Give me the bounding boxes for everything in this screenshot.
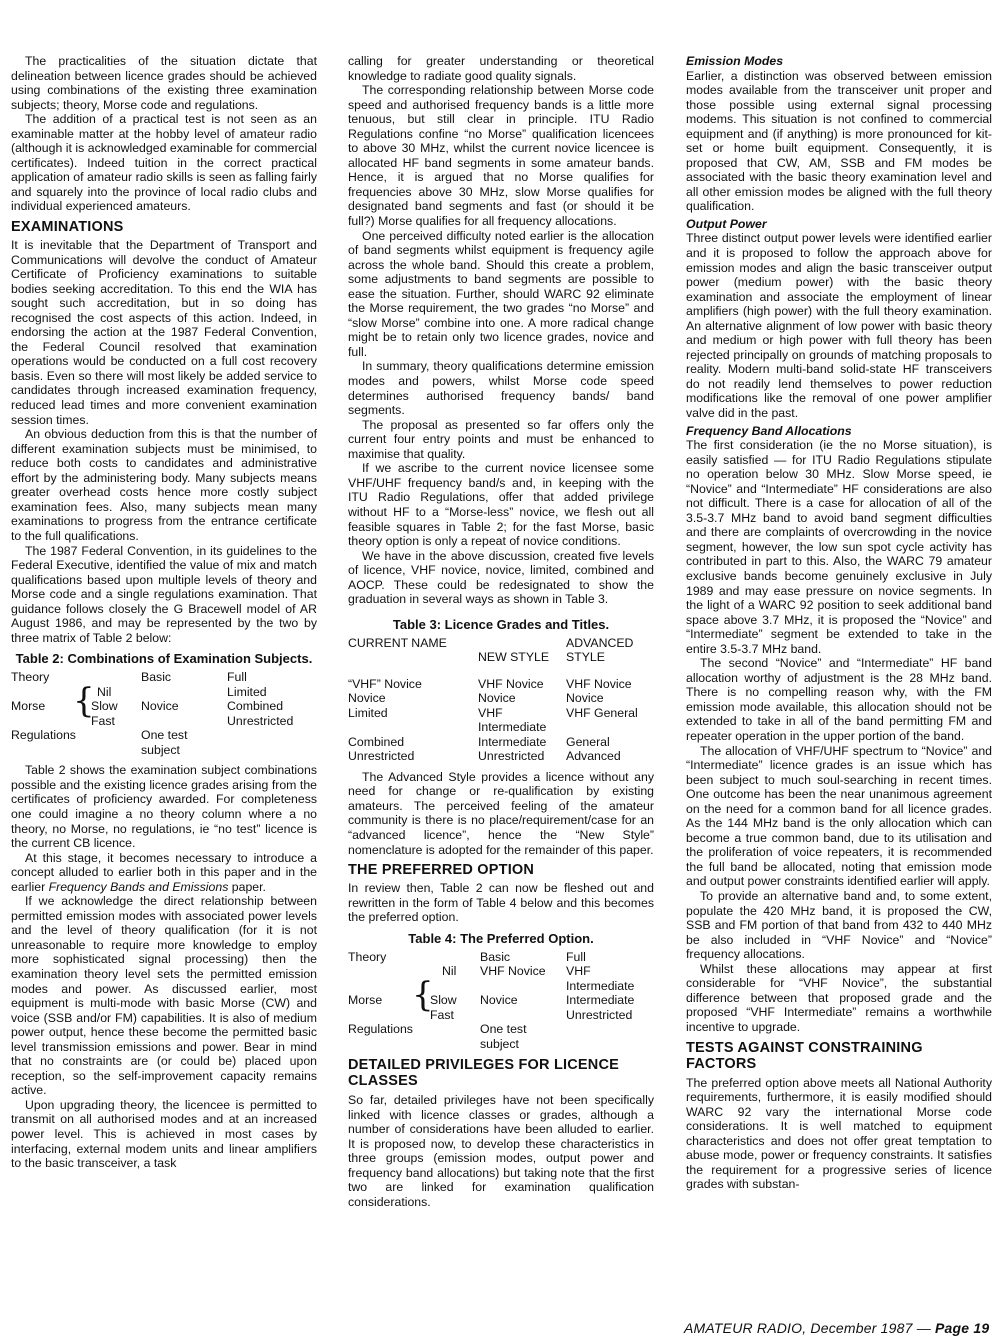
table-cell: Morse [348, 993, 383, 1008]
paragraph: Whilst these allocations may appear at first considerable for “VHF Novice”, the substantial difference between that proposed grade and the proposed “VHF Intermediate” remains a worthwhile incentive to upgrade. [686, 961, 992, 1034]
table-3 [348, 636, 654, 764]
table-cell: Novice [348, 691, 386, 706]
table-cell: Combined [227, 699, 284, 714]
paragraph: calling for greater understanding or theoretical knowledge to radiate good quality signals. [348, 54, 654, 83]
table-header-cell: ADVANCED STYLE [566, 635, 634, 665]
paragraph: Upon upgrading theory, the licencee is permitted to transmit on all authorised modes and at an increased power level. This is achieved in most cases by interfacing, external modem units and linear amplifiers to the basic transceiver, a task [11, 1097, 317, 1171]
table-cell: Unrestricted [348, 749, 415, 764]
paragraph: An obvious deduction from this is that the number of different examination subjects must be minimised, to reduce both costs to candidates and administrative effort by the administering body. Many subjects means greater overhead costs hence more costly subject examination fees. Also, many subjects mean many examinations to progress from the entrance certificate to the full qualifications. [11, 427, 317, 543]
table-cell: Morse [11, 699, 46, 714]
heading-detailed-privileges: DETAILED PRIVILEGES FOR LICENCE CLASSES [348, 1057, 619, 1090]
heading-preferred-option: THE PREFERRED OPTION [348, 862, 535, 879]
subheading-emission-modes: Emission Modes [686, 54, 784, 68]
table-cell: Basic [141, 670, 172, 685]
paragraph: Table 2 shows the examination subject combinations possible and the existing licence grades arising from the certificates of proficiency awarded. For completeness one could imagine a no theory column where a no theory, no Morse, no regulations, ie “no test” licence is the current CB licence. [11, 763, 317, 851]
table-cell: Nil [442, 964, 457, 979]
text-run: paper. [228, 879, 266, 894]
table-cell: VHF General [566, 705, 638, 720]
table-4 [348, 950, 654, 1052]
table-cell: Limited [227, 684, 267, 699]
heading-examinations: EXAMINATIONS [11, 219, 124, 236]
paragraph: So far, detailed privileges have not been specifically linked with licence classes or grades, although a number of considerations have been alluded to earlier. It is proposed now, to develop these characteristics in three groups (emission modes, output power and frequency band allocations) but taking note that the first two are linked for examination qualification considerations. [348, 1093, 654, 1210]
table-cell: Unrestricted [566, 1007, 633, 1022]
column-1 [11, 54, 317, 1171]
table-cell: One test subject [480, 1022, 527, 1051]
paragraph: It is inevitable that the Department of Transport and Communications will devolve the conduct of Amateur Certificate of Proficiency examinations to suitable bodies seeking accreditation. To this end the WIA has sought such accreditation, but in so doing has recognised the cost aspects of this action. Indeed, in endorsing the action at the 1987 Federal Convention, the Federal Council resolved that examination operations would be conducted on a full cost recovery basis. Even so there will most likely be added service to candidates through increased examination frequency, reduced lead times and more convenient examination session times. [11, 238, 317, 427]
heading-tests-against-constraining-factors: TESTS AGAINST CONSTRAINING FACTORS [686, 1039, 923, 1072]
paragraph [11, 851, 317, 895]
paragraph: The Advanced Style provides a licence without any need for change or re-qualification by existing amateurs. The perceived feeling of the amateur community is there is no place/requirement/case for an “advanced licence”, hence the “New Style” nomenclature is adopted for the remainder of this paper. [348, 769, 654, 857]
table-cell: Advanced [566, 749, 621, 764]
table-cell: Fast [91, 713, 115, 728]
paragraph: The corresponding relationship between Morse code speed and authorised frequency bands is a little more tenuous, but still clear in principle. ITU Radio Regulations confine “no Morse” qualification licencees to above 30 MHz, whilst the current novice licencee is allocated HF band segments in some amateur bands. Hence, it is argued that no Morse qualifies for frequencies above 30 MHz, slow Morse qualifies for designated band segments and fast (or should it be full?) Morse qualifies for all frequency allocations. [348, 83, 654, 229]
table-cell: Nil [97, 684, 112, 699]
paragraph: We have in the above discussion, created five levels of licence, VHF novice, novice, limited, combined and AOCP. These could be redesignated to show the graduation in several ways as shown in Table 3. [348, 548, 654, 607]
table-cell: Full [227, 670, 247, 685]
table-cell: Novice [480, 993, 518, 1008]
text-run: At this stage, it becomes necessary to introduce a concept alluded to earlier both in this paper and in the earlier [11, 850, 317, 894]
table-header-cell: NEW STYLE [478, 650, 550, 665]
table-2 [11, 670, 317, 757]
table-cell: Unrestricted [227, 713, 294, 728]
paragraph: The proposal as presented so far offers only the current four entry points and must be enhanced to maximise that quality. [348, 417, 654, 461]
table-cell: VHF Novice [478, 676, 544, 691]
table-cell: Novice [478, 691, 516, 706]
paragraph: In summary, theory qualifications determine emission modes and powers, whilst Morse code speed determines authorised frequency bands/ band segments. [348, 359, 654, 418]
paragraph: The first consideration (ie the no Morse situation), is easily satisfied — for ITU Radio Regulations stipulate no operation below 30 MHz. Slow Morse speed, ie “Novice” and “Intermediate” HF considerations are also not difficult. There is a case for allocation of all of the 3.5-3.7 MHz band to avoid band segment difficulties and there are complaints of overcrowding in the novice segment, however, the low sun spot cycle activity has contributed in part to this. Also, the WARC 79 amateur exclusive bands become genuinely exclusive in July 1989 and may ease pressure on novice segments. In the light of a WARC 92 position to seek additional band space above 3.7 MHz, it is proposed the “Novice” and “Intermediate” segment be extended to take in the entire 3.5-3.7 MHz band. [686, 438, 992, 656]
table-3-caption: Table 3: Licence Grades and Titles. [392, 616, 610, 632]
table-cell: Theory [11, 670, 50, 685]
table-header-cell: CURRENT NAME [348, 635, 447, 650]
table-cell: Slow [430, 993, 457, 1008]
issue-date: December 1987 — [806, 1320, 936, 1336]
magazine-name: AMATEUR RADIO, [684, 1320, 807, 1336]
table-cell: Intermediate [478, 734, 547, 749]
column-2 [348, 54, 654, 1210]
subheading-frequency-band-allocations: Frequency Band Allocations [686, 423, 852, 438]
table-cell: Full [566, 949, 586, 964]
brace-glyph: { [73, 681, 95, 722]
table-cell: Novice [566, 691, 604, 706]
page-footer [684, 1320, 989, 1336]
table-cell: One test subject [141, 728, 188, 757]
table-cell: Slow [91, 699, 118, 714]
paragraph: Three distinct output power levels were identified earlier and it is proposed to follow the approach above for emission modes and align the basic transceiver output power (medium power) with the basic theory examination and associate the employment of linear amplifiers (high power) with the full theory examination. An alternative alignment of low power with basic theory and medium or high power with full theory has been rejected principally on grounds of matching proposals to reality. Modern multi-band solid-state HF transceivers do not readily lend themselves to power reduction modifications like the removal of one power amplifier valve did in the past. [686, 231, 992, 421]
table-cell: Regulations [348, 1022, 413, 1037]
table-cell: VHF Intermediate [478, 705, 547, 735]
table-cell: Fast [430, 1007, 454, 1022]
paragraph: To provide an alternative band and, to some extent, populate the 420 MHz band, it is proposed the CW, SSB and FM portion of that band from 432 to 440 MHz be also included in “VHF Novice” and “Novice” frequency allocations. [686, 889, 992, 962]
table-cell: “VHF” Novice [348, 676, 422, 691]
paragraph: One perceived difficulty noted earlier is the allocation of band segments whilst equipment is frequency agile across the whole band. Should this create a problem, some adjustments to band segments are possible to ease the situation. Further, should WARC 92 eliminate the Morse requirement, the two grades “no Morse” and “slow Morse” combine into one. A more radical change might be to retain only two licence grades, novice and full. [348, 228, 654, 359]
table-cell: Novice [141, 699, 179, 714]
column-3 [686, 54, 992, 1192]
paragraph: The allocation of VHF/UHF spectrum to “Novice” and “Intermediate” licence grades is an issue which has been subject to much soul-searching in recent times. One outcome has been the near unanimous agreement on the need for a common band for all licence grades. As the 144 MHz band is the only allocation which can become a true common band, due to its utilisation and the proliferation of voice repeaters, it is recommended the full band be allocated, noting that emission mode and output power constraints identified earlier will apply. [686, 743, 992, 889]
table-cell: Limited [348, 705, 388, 720]
paragraph: The preferred option above meets all National Authority requirements, furthermore, it is easily modified should WARC 92 vary the international Morse code considerations. It is well matched to equipment characteristics and does not offer great temptation to abuse mode, power or frequency constraints. It satisfies the requirement for a progressive series of licence grades with substan- [686, 1075, 992, 1192]
table-cell: Intermediate [566, 993, 635, 1008]
paragraph: The 1987 Federal Convention, in its guidelines to the Federal Executive, identified the value of mix and match qualifications based upon multiple levels of theory and Morse code and a single regulations examination. That guidance follows closely the G Bracewell model of AR August 1986, and may be represented by the two by three matrix of Table 2 below: [11, 543, 317, 645]
paragraph: If we acknowledge the direct relationship between permitted emission modes with associated power levels and the level of theory qualification (for it is not unreasonable to require more knowledge to employ more sophisticated signal processing) then the examination theory level sets the permitted emission modes and power. As discussed earlier, most equipment is multi-mode with basic Morse (CW) and voice (SSB and/or FM) capabilities. It is also of medium power output, hence these become the permitted basic level transmission emissions and power. Bear in mind that no constraints are (or could be) placed upon reception, so the self-improvement capacity remains active. [11, 894, 317, 1098]
paragraph: The second “Novice” and “Intermediate” HF band allocation worthy of adjustment is the 28 MHz band. There is no compelling reason why, with the FM emission mode available, this allocation should not be extended to take in all of the band permitting FM and repeater operation in the upper portion of the band. [686, 656, 992, 744]
table-cell: Unrestricted [478, 749, 545, 764]
table-cell: VHF Novice [480, 964, 546, 979]
table-4-caption: Table 4: The Preferred Option. [408, 930, 594, 946]
page-number: Page 19 [935, 1320, 990, 1336]
table-cell: Theory [348, 949, 387, 964]
table-cell: General [566, 734, 610, 749]
table-cell: Combined [348, 734, 405, 749]
table-cell: Basic [480, 949, 511, 964]
brace-glyph: { [412, 975, 434, 1016]
paragraph: If we ascribe to the current novice licensee some VHF/UHF frequency band/s and, in keeping with the ITU Radio Regulations, offer that added privilege without HF to a “Morse-less” novice, we flesh out all feasible squares in Table 2; for the fast Morse, basic theory option is only a repeat of novice conditions. [348, 461, 654, 549]
subheading-output-power: Output Power [686, 216, 767, 231]
paragraph: In review then, Table 2 can now be fleshed out and rewritten in the form of Table 4 below and this becomes the preferred option. [348, 881, 654, 925]
table-cell: VHF Intermediate [566, 964, 635, 993]
table-cell: VHF Novice [566, 676, 632, 691]
table-2-caption: Table 2: Combinations of Examination Subjects. [15, 651, 313, 667]
table-cell: Regulations [11, 728, 76, 743]
paragraph: The practicalities of the situation dictate that delineation between licence grades should be achieved using combinations of the existing three examination subjects; theory, Morse code and regulations. [11, 54, 317, 112]
paragraph: Earlier, a distinction was observed between emission modes available from the transceiver unit proper and those possible using external signal processing modems. This situation is not confined to commercial equipment and (if anything) is more pronounced for kit-set or home built equipment. Consequently, it is proposed that CW, AM, SSB and FM modes be associated with the basic theory examination level and all other emission modes be aligned with the full theory qualification. [686, 68, 992, 214]
italic-title: Frequency Bands and Emissions [48, 879, 229, 894]
paragraph: The addition of a practical test is not seen as an examinable matter at the hobby level of amateur radio (although it is acknowledged examinable for commercial certificates). Indeed tuition in the correct practical application of amateur radio skills is seen as falling fairly and squarely into the province of local radio clubs and individual experienced amateurs. [11, 112, 317, 214]
